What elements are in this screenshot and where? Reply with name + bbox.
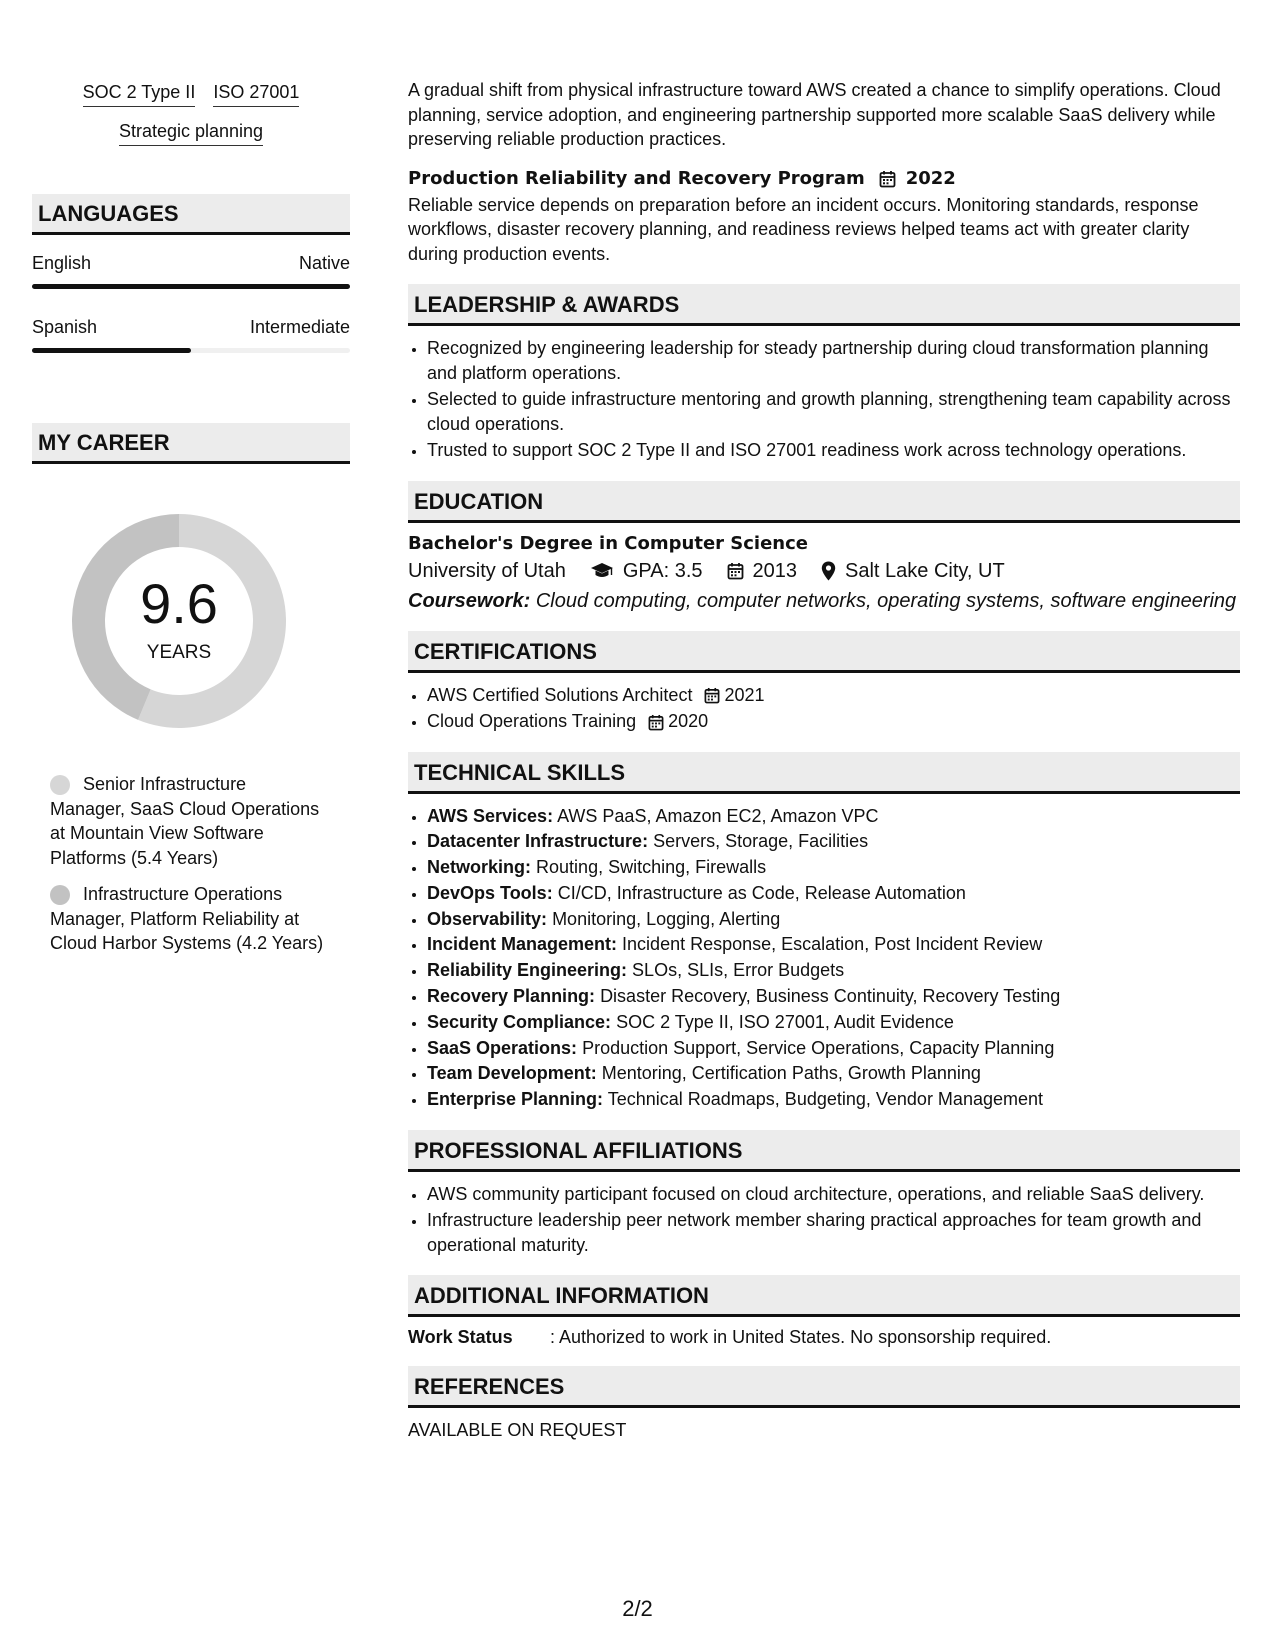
calendar-icon (727, 560, 744, 583)
project-description: Reliable service depends on preparation before an incident occurs. Monitoring standards, response workflows, disaster recovery planning, and readiness reviews helped teams act with greater clarity during production events. (408, 194, 1199, 264)
certification-year: 2020 (668, 711, 709, 731)
skill-value: Monitoring, Logging, Alerting (552, 908, 781, 929)
list-item (427, 1061, 1240, 1086)
skill-label: Reliability Engineering: (427, 960, 628, 981)
career-legend-item (50, 772, 326, 870)
skill-label: Observability: (427, 908, 548, 929)
list-item (427, 1087, 1240, 1112)
list-item (427, 958, 1240, 983)
list-item: • AWS community participant focused on cloud architecture, operations, and reliable SaaS delivery. (427, 1182, 1240, 1207)
skill-label: Team Development: (427, 1063, 597, 1084)
coursework-text: Cloud computing, computer networks, operating systems, software engineering (535, 589, 1237, 612)
skill-label: Incident Management: (427, 934, 618, 955)
additional-info-heading: ADDITIONAL INFORMATION (408, 1275, 1240, 1317)
legend-dot (50, 885, 70, 905)
list-item (427, 855, 1240, 880)
references-text: AVAILABLE ON REQUEST (408, 1420, 627, 1441)
career-legend-item (50, 882, 326, 956)
language-bar-fill (32, 348, 191, 353)
calendar-icon (648, 709, 664, 734)
skill-label: Security Compliance: (427, 1011, 612, 1032)
certification-year: 2021 (724, 684, 765, 705)
skill-value: Mentoring, Certification Paths, Growth Planning (601, 1063, 981, 1084)
list-item (427, 709, 1240, 734)
skill-label: Recovery Planning: (427, 986, 596, 1007)
list-item (427, 881, 1240, 906)
language-item (32, 317, 350, 353)
list-item (427, 829, 1240, 854)
list-item (427, 804, 1240, 829)
right-column (408, 78, 1240, 1443)
career-heading: MY CAREER (32, 423, 350, 464)
work-status-row (408, 1327, 1240, 1348)
language-level: Intermediate (249, 317, 350, 337)
graduation-year: 2013 (752, 559, 798, 582)
leadership-heading: LEADERSHIP & AWARDS (408, 284, 1240, 326)
career-years-total: 9.6 (140, 572, 218, 635)
gpa: GPA: 3.5 (622, 559, 703, 582)
skill-value: Production Support, Service Operations, Capacity Planning (582, 1037, 1055, 1058)
career-donut-chart (64, 506, 294, 736)
tag: ISO 27001 (213, 78, 299, 107)
page-number: 2/2 (622, 1596, 653, 1621)
tag: SOC 2 Type II (83, 78, 196, 107)
list-item: • Trusted to support SOC 2 Type II and ISO 27001 readiness work across technology operations. (427, 438, 1240, 463)
certifications-heading: CERTIFICATIONS (408, 631, 1240, 673)
career-legend-label: Senior Infrastructure Manager, SaaS Cloud Operations at Mountain View Software Platforms (5.4 Years) (50, 774, 320, 868)
left-column (32, 78, 350, 968)
language-level: Native (298, 253, 350, 273)
list-item: • Infrastructure leadership peer network member sharing practical approaches for team growth and operational maturity. (427, 1208, 1240, 1257)
languages-heading: LANGUAGES (32, 194, 350, 235)
work-status-label: Work Status (408, 1327, 513, 1348)
list-item (427, 984, 1240, 1009)
education-details (408, 560, 1240, 583)
intro-paragraph: A gradual shift from physical infrastructure toward AWS created a chance to simplify operations. Cloud planning, service adoption, and engineering partnership supported more scalable SaaS delivery while preserving reliable production practices. (408, 80, 1221, 149)
education-heading: EDUCATION (408, 481, 1240, 523)
tag: Strategic planning (119, 117, 263, 146)
calendar-icon (704, 683, 720, 708)
language-name: English (32, 253, 92, 273)
career-legend (50, 772, 326, 956)
language-bar-fill (32, 284, 350, 289)
language-bar (32, 284, 350, 289)
skill-value: CI/CD, Infrastructure as Code, Release Automation (557, 882, 966, 903)
skill-value: SOC 2 Type II, ISO 27001, Audit Evidence (616, 1011, 954, 1032)
coursework (408, 589, 1240, 613)
skill-label: Networking: (427, 857, 532, 878)
skill-label: Enterprise Planning: (427, 1089, 604, 1110)
certification-name: • Cloud Operations Training (427, 711, 637, 731)
degree-title: Bachelor's Degree in Computer Science (408, 532, 808, 554)
career-years-unit: YEARS (146, 642, 212, 663)
work-status-value: : Authorized to work in United States. No sponsorship required. (550, 1327, 1052, 1348)
skills-heading: TECHNICAL SKILLS (408, 752, 1240, 794)
list-item (427, 932, 1240, 957)
skill-label: DevOps Tools: (427, 882, 553, 903)
coursework-label: Coursework: (408, 589, 531, 612)
skill-label: SaaS Operations: (427, 1037, 578, 1058)
affiliations-list (408, 1182, 1240, 1258)
skill-tags (32, 78, 350, 146)
school-location: Salt Lake City, UT (845, 559, 1005, 582)
certifications-list (408, 683, 1240, 734)
skills-list (408, 804, 1240, 1112)
list-item (427, 907, 1240, 932)
references-heading: REFERENCES (408, 1366, 1240, 1408)
list-item: • Recognized by engineering leadership for steady partnership during cloud transformation planning and platform operations. (427, 336, 1240, 385)
career-legend-label: Infrastructure Operations Manager, Platform Reliability at Cloud Harbor Systems (4.2 Years) (50, 884, 324, 953)
list-item (427, 1010, 1240, 1035)
certification-name: • AWS Certified Solutions Architect (427, 684, 693, 705)
skill-value: Servers, Storage, Facilities (653, 831, 869, 852)
calendar-icon (879, 168, 896, 189)
skill-label: Datacenter Infrastructure: (427, 831, 649, 852)
skill-value: Technical Roadmaps, Budgeting, Vendor Management (607, 1089, 1043, 1110)
list-item (427, 683, 1240, 708)
language-name: Spanish (32, 317, 98, 337)
map-pin-icon (821, 560, 836, 583)
skill-value: SLOs, SLIs, Error Budgets (632, 960, 845, 981)
skill-value: Disaster Recovery, Business Continuity, Recovery Testing (600, 986, 1061, 1007)
language-bar (32, 348, 350, 353)
affiliations-heading: PROFESSIONAL AFFILIATIONS (408, 1130, 1240, 1172)
list-item: • Selected to guide infrastructure mentoring and growth planning, strengthening team capability across cloud operations. (427, 387, 1240, 436)
skill-value: AWS PaaS, Amazon EC2, Amazon VPC (557, 805, 879, 826)
language-item (32, 253, 350, 289)
legend-dot (50, 775, 70, 795)
project-title: Production Reliability and Recovery Program (408, 167, 865, 189)
school-name: University of Utah (408, 559, 566, 582)
project-year: 2022 (905, 167, 956, 189)
project-title-row (408, 168, 1240, 189)
list-item (427, 1036, 1240, 1061)
leadership-list (408, 336, 1240, 463)
skill-value: Incident Response, Escalation, Post Incident Review (622, 934, 1043, 955)
skill-value: Routing, Switching, Firewalls (536, 857, 767, 878)
skill-label: AWS Services: (427, 805, 554, 826)
graduation-cap-icon (590, 560, 614, 583)
